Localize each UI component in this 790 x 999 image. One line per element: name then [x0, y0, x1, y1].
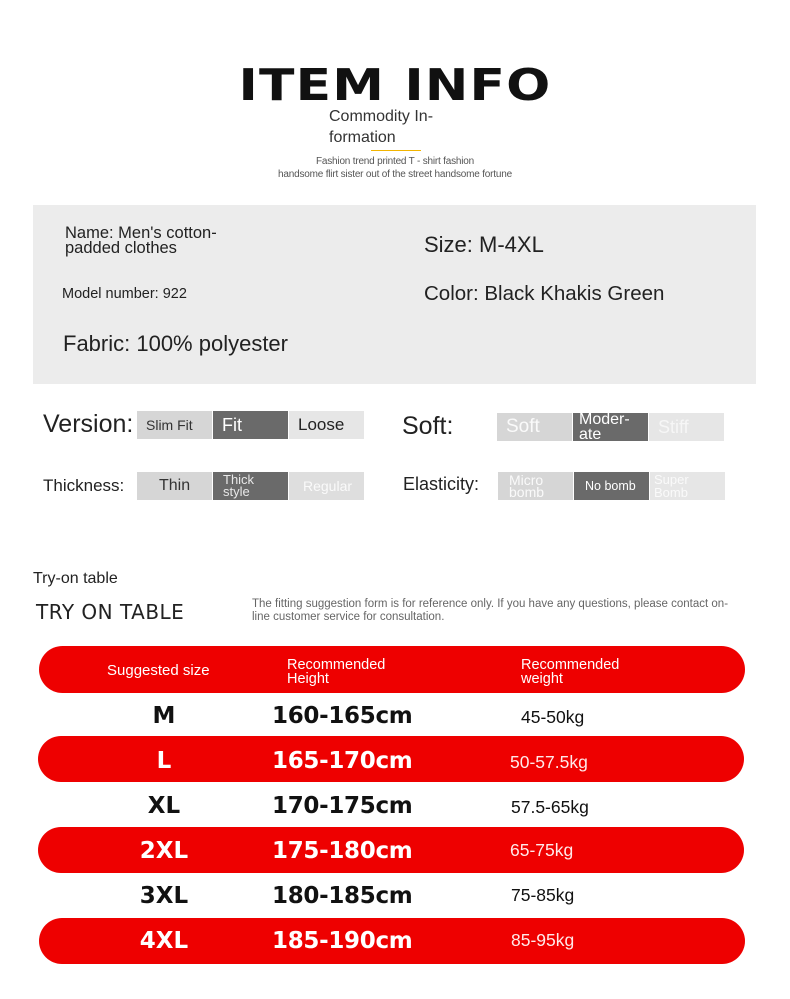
row-weight: 57.5-65kg — [511, 797, 589, 817]
row-weight: 65-75kg — [510, 840, 574, 860]
row-height: 170-175cm — [272, 793, 413, 819]
item-color: Color: Black Khakis Green — [424, 282, 665, 305]
row-weight: 50-57.5kg — [510, 752, 588, 772]
version-option-fit: Fit — [213, 411, 288, 439]
row-height: 165-170cm — [272, 748, 413, 774]
page-title: ITEM INFO — [238, 60, 552, 111]
page-subtitle: Commodity In- formation — [329, 108, 434, 146]
row-height: 175-180cm — [272, 838, 413, 864]
row-weight: 45-50kg — [521, 707, 585, 727]
thickness-option-thin: Thin — [137, 472, 212, 500]
row-weight: 75-85kg — [511, 885, 575, 905]
row-size: 2XL — [139, 838, 189, 864]
row-height: 185-190cm — [272, 928, 413, 954]
row-height: 160-165cm — [272, 703, 413, 729]
header-recommended-weight: Recommended weight — [521, 657, 620, 687]
soft-option-soft: Soft — [497, 413, 572, 441]
elasticity-option-micro-bomb: Micro bomb — [498, 472, 573, 500]
soft-option-moderate: Moder- ate — [573, 413, 648, 441]
elasticity-option-super-bomb: Super Bomb — [650, 472, 725, 500]
row-size: 4XL — [139, 928, 189, 954]
item-fabric: Fabric: 100% polyester — [63, 331, 288, 356]
title-underline — [371, 150, 421, 151]
header-recommended-height: Recommended Height — [287, 657, 386, 687]
thickness-option-regular: Regular — [289, 472, 364, 500]
try-on-title: TRY ON TABLE — [36, 600, 185, 624]
version-option-loose: Loose — [289, 411, 364, 439]
row-size: M — [152, 703, 176, 729]
row-weight: 85-95kg — [511, 930, 575, 950]
thickness-option-thick-style: Thick style — [213, 472, 288, 500]
soft-option-stiff: Stiff — [649, 413, 724, 441]
elasticity-option-no-bomb: No bomb — [574, 472, 649, 500]
row-size: L — [156, 748, 172, 774]
row-size: XL — [147, 793, 181, 819]
try-on-note: The fitting suggestion form is for reference only. If you have any questions, please contact on- line customer service for consultation. — [252, 598, 729, 623]
soft-label: Soft: — [402, 412, 454, 440]
version-option-slim-fit: Slim Fit — [137, 411, 212, 439]
item-model-number: Model number: 922 — [62, 286, 187, 302]
thickness-label: Thickness: — [43, 476, 125, 495]
tagline-line-1: Fashion trend printed T - shirt fashion — [315, 156, 475, 167]
row-height: 180-185cm — [272, 883, 413, 909]
version-label: Version: — [43, 410, 134, 438]
item-size: Size: M-4XL — [424, 232, 544, 257]
try-on-small-title: Try-on table — [33, 570, 118, 587]
item-name: Name: Men's cotton- padded clothes — [65, 224, 217, 257]
row-size: 3XL — [139, 883, 189, 909]
tagline-line-2: handsome flirt sister out of the street handsome fortune — [278, 169, 512, 180]
header-suggested-size: Suggested size — [107, 662, 210, 679]
elasticity-label: Elasticity: — [403, 474, 480, 494]
